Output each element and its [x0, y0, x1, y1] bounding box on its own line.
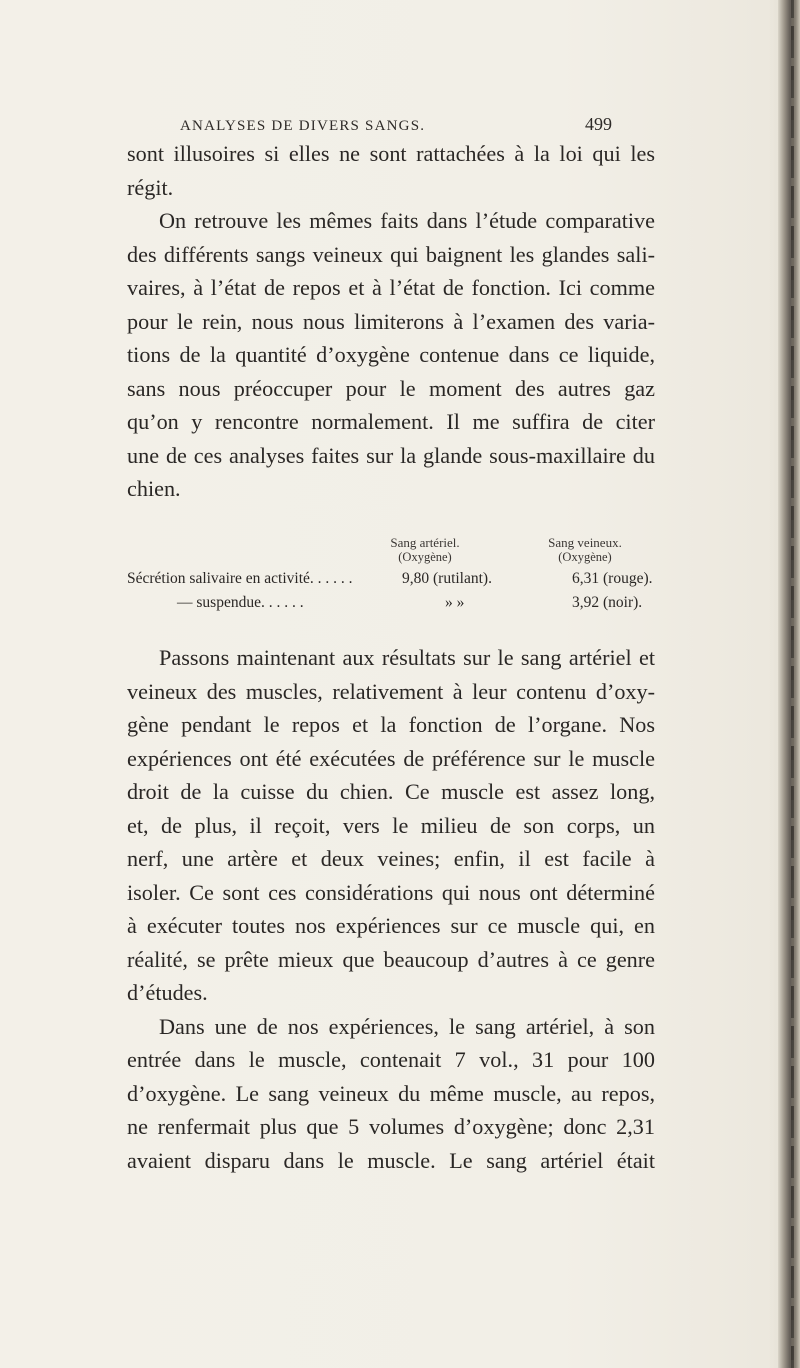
row-arterial-value: » »: [445, 594, 465, 611]
para2-line: On retrouve les mêmes faits dans l’étude comparative: [159, 208, 655, 233]
para4-line: ne renfermait plus que 5 volumes d’oxygène; donc 2,31: [127, 1114, 655, 1139]
para1-line: régit.: [127, 174, 174, 200]
page-edge-binding: [778, 0, 800, 1368]
para2-line: vaires, à l’état de repos et à l’état de fonction. Ici comme: [127, 275, 655, 300]
para3-line: nerf, une artère et deux veines; enfin, il est facile à: [127, 846, 655, 871]
para3-line: isoler. Ce sont ces considérations qui nous ont déterminé: [127, 879, 655, 905]
para3-line: Passons maintenant aux résultats sur le sang artériel et: [159, 645, 655, 670]
para3-line: gène pendant le repos et la fonction de l’organe. Nos: [127, 712, 655, 737]
para2-line: sans nous préoccuper pour le moment des autres gaz: [127, 375, 655, 401]
para2-line: pour le rein, nous nous limiterons à l’examen des varia-: [127, 308, 655, 334]
para3-line: et, de plus, il reçoit, vers le milieu de son corps, un: [127, 812, 655, 838]
para3-line: veineux des muscles, relativement à leur contenu d’oxy-: [127, 678, 655, 704]
running-title: ANALYSES DE DIVERS SANGS.: [180, 118, 426, 134]
text-block-bottom: [127, 641, 655, 1177]
col-header-venous-title: Sang veineux.: [548, 535, 622, 550]
para2-line: tions de la quantité d’oxygène contenue dans ce liquide,: [127, 342, 655, 367]
table-col-header-arterial: [355, 535, 495, 565]
para3-line: expériences ont été exécutées de préférence sur le muscle: [127, 745, 655, 771]
para3-line: droit de la cuisse du chien. Ce muscle est assez long,: [127, 779, 655, 804]
para4-line: d’oxygène. Le sang veineux du même muscle, au repos,: [127, 1080, 655, 1106]
para3-line: réalité, se prête mieux que beaucoup d’autres à ce genre: [127, 946, 655, 972]
row-venous-value: 3,92 (noir).: [572, 594, 643, 611]
col-header-arterial-sub: (Oxygène): [398, 550, 452, 564]
table-row: [127, 594, 655, 616]
para4-line: Dans une de nos expériences, le sang artériel, à son: [159, 1013, 655, 1039]
para2-line: qu’on y rencontre normalement. Il me suffira de citer: [127, 409, 655, 434]
para4-line: avaient disparu dans le muscle. Le sang artériel était: [127, 1147, 655, 1173]
para1-line: sont illusoires si elles ne sont rattachées à la loi qui les: [127, 141, 655, 166]
table-row: [127, 570, 655, 592]
row-label: Sécrétion salivaire en activité. . . . . .: [127, 570, 353, 587]
table-col-header-venous: [515, 535, 655, 565]
col-header-arterial-title: Sang artériel.: [390, 535, 460, 550]
text-block-top: [127, 137, 655, 506]
page-edge-shadow: [791, 0, 794, 1368]
page-number: 499: [585, 114, 612, 134]
row-label: — suspendue. . . . . .: [177, 594, 304, 611]
para3-line: d’études.: [127, 980, 208, 1005]
para2-line: une de ces analyses faites sur la glande sous-maxillaire du: [127, 442, 655, 468]
col-header-venous-sub: (Oxygène): [558, 550, 612, 564]
row-venous-value: 6,31 (rouge).: [572, 570, 653, 587]
para2-line: chien.: [127, 476, 181, 501]
para3-line: à exécuter toutes nos expériences sur ce muscle qui, en: [127, 913, 655, 938]
row-arterial-value: 9,80 (rutilant).: [402, 570, 492, 587]
para2-line: des différents sangs veineux qui baignent les glandes sali-: [127, 241, 655, 267]
para4-line: entrée dans le muscle, contenait 7 vol., 31 pour 100: [127, 1047, 655, 1072]
